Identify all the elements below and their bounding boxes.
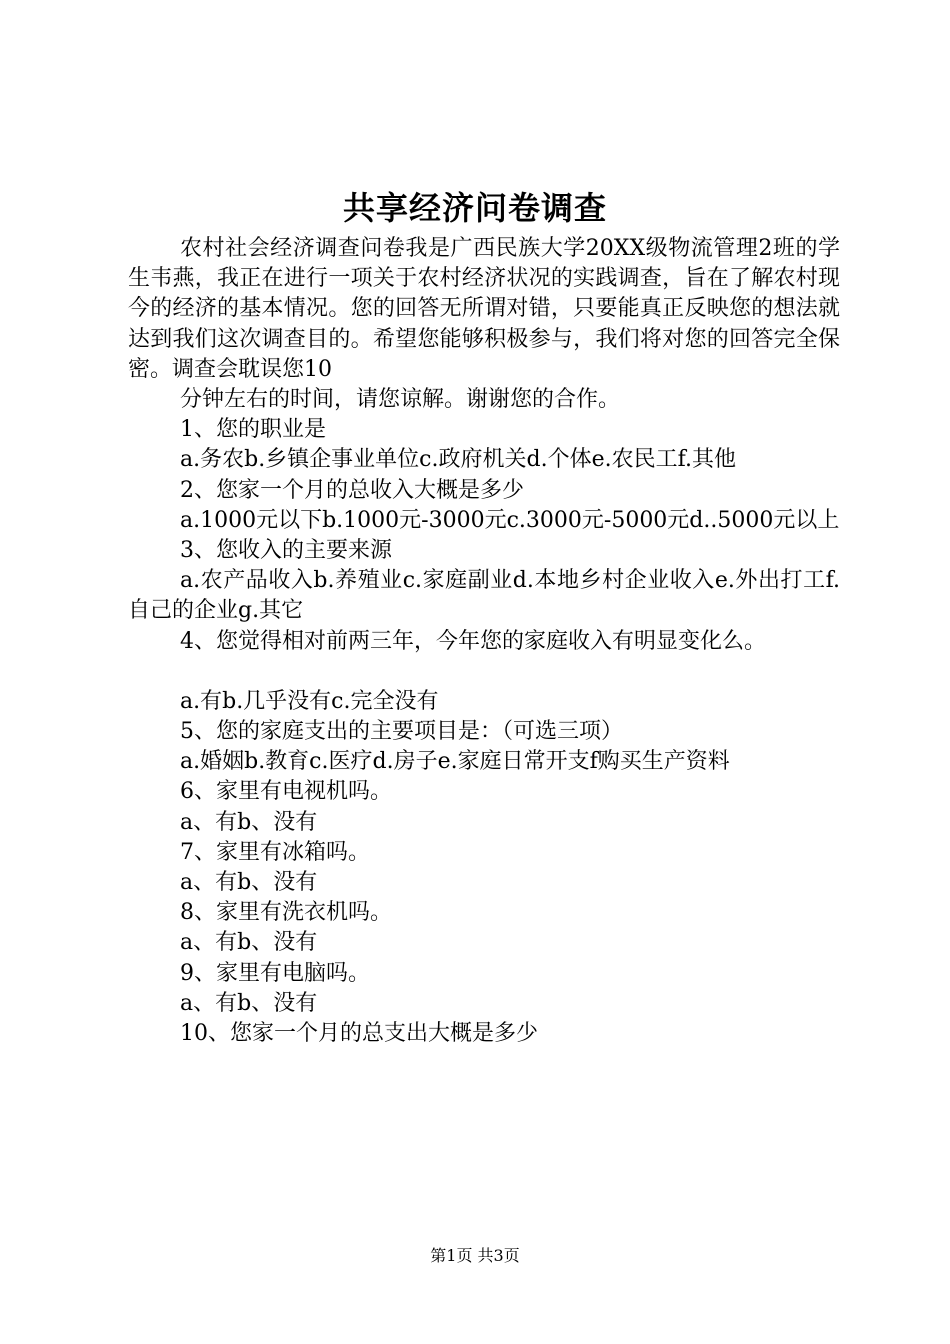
question-7: 7、家里有冰箱吗。: [180, 839, 370, 865]
question-6: 6、家里有电视机吗。: [180, 779, 392, 805]
document-title: 共享经济问卷调查: [342, 189, 607, 227]
question-4: 4、您觉得相对前两三年，今年您的家庭收入有明显变化么。: [180, 628, 766, 654]
answer-options-9: a、有b、没有: [180, 990, 318, 1016]
answer-options-8: a、有b、没有: [180, 930, 318, 956]
question-10: 10、您家一个月的总支出大概是多少: [180, 1021, 538, 1047]
answer-options-2: a.1000元以下b.1000元-3000元c.3000元-5000元d..5000元以上: [180, 507, 840, 533]
answer-options-7: a、有b、没有: [180, 870, 318, 896]
question-8: 8、家里有洗衣机吗。: [180, 900, 392, 926]
answer-options-3: a.农产品收入b.养殖业c.家庭副业d.本地乡村企业收入e.外出打工f.自己的企业g.其它: [128, 568, 840, 624]
answer-options-4: a.有b.几乎没有c.完全没有: [180, 688, 439, 714]
answer-options-5: a.婚姻b.教育c.医疗d.房子e.家庭日常开支f购买生产资料: [180, 749, 730, 775]
document-body: [128, 234, 840, 1049]
question-3: 3、您收入的主要来源: [180, 538, 392, 564]
question-1: 1、您的职业是: [180, 417, 326, 443]
question-5: 5、您的家庭支出的主要项目是：（可选三项）: [180, 719, 623, 745]
answer-options-1: a.务农b.乡镇企事业单位c.政府机关d.个体e.农民工f.其他: [180, 447, 736, 473]
intro-continuation: 分钟左右的时间，请您谅解。谢谢您的合作。: [180, 387, 621, 413]
answer-options-6: a、有b、没有: [180, 809, 318, 835]
question-2: 2、您家一个月的总收入大概是多少: [180, 477, 524, 503]
intro-paragraph: 农村社会经济调查问卷我是广西民族大学20XX级物流管理2班的学生韦燕，我正在进行一项关于农村经济状况的实践调查，旨在了解农村现今的经济的基本情况。您的回答无所谓对错，只要能真正反映您的想法就达到我们这次调查目的。希望您能够积极参与，我们将对您的回答完全保密。调查会耽误您10: [128, 236, 840, 382]
page-footer: 第1页 共3页: [430, 1246, 520, 1265]
question-9: 9、家里有电脑吗。: [180, 960, 370, 986]
